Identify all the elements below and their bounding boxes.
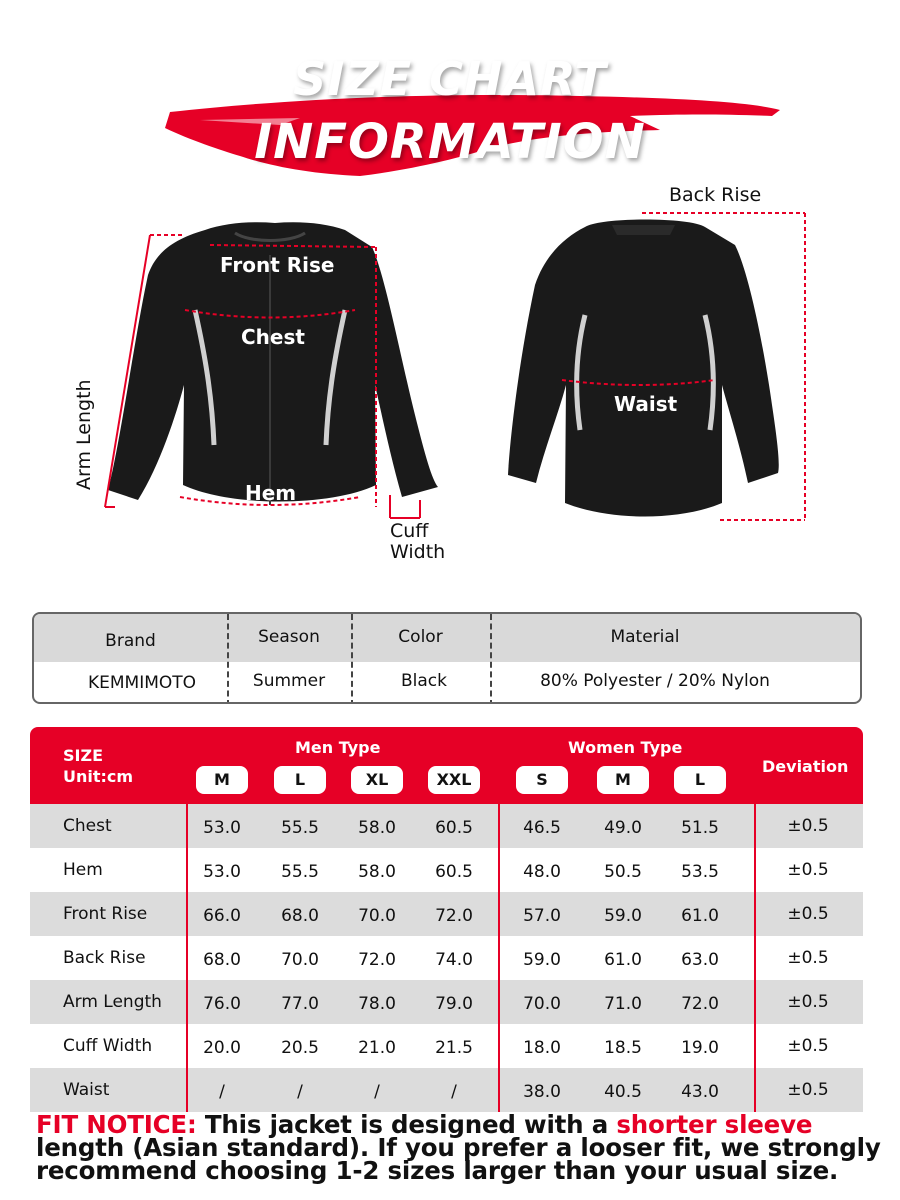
cell-men-value: 58.0 [358, 818, 396, 838]
row-name: Arm Length [63, 992, 162, 1012]
cell-men-value: 79.0 [435, 994, 473, 1014]
unit-label: Unit:cm [63, 767, 134, 786]
cell-women-value: 19.0 [681, 1038, 719, 1058]
pill-women-s: S [516, 766, 568, 794]
cell-men-value: 72.0 [435, 906, 473, 926]
label-hem: Hem [245, 481, 297, 505]
label-back-rise: Back Rise [669, 184, 762, 206]
cell-men-value: 60.5 [435, 818, 473, 838]
cell-men-value: 76.0 [203, 994, 241, 1014]
cell-deviation: ±0.5 [787, 860, 829, 880]
row-name: Chest [63, 816, 112, 836]
fit-notice-text-1: This jacket is designed with a [196, 1110, 617, 1139]
jacket-diagram: Front Rise Chest Hem Arm Length Cuff Width Back Rise Waist [0, 185, 900, 585]
info-header-color: Color [398, 627, 443, 647]
cell-men-value: 20.5 [281, 1038, 319, 1058]
cell-men-value: / [451, 1082, 457, 1102]
cell-men-value: 58.0 [358, 862, 396, 882]
pill-women-l: L [674, 766, 726, 794]
cell-deviation: ±0.5 [787, 992, 829, 1012]
cell-women-value: 59.0 [604, 906, 642, 926]
table-row [30, 892, 863, 936]
cell-deviation: ±0.5 [787, 816, 829, 836]
cell-women-value: 40.5 [604, 1082, 642, 1102]
cell-women-value: 61.0 [604, 950, 642, 970]
pill-women-m: M [597, 766, 649, 794]
title-line-1: SIZE CHART [293, 52, 607, 106]
cell-men-value: 55.5 [281, 862, 319, 882]
info-value-season: Summer [252, 671, 326, 691]
size-table [30, 727, 863, 1112]
fit-notice [36, 1110, 896, 1185]
cell-women-value: 50.5 [604, 862, 642, 882]
cell-women-value: 51.5 [681, 818, 719, 838]
cell-men-value: 72.0 [358, 950, 396, 970]
cell-women-value: 43.0 [681, 1082, 719, 1102]
cell-men-value: 78.0 [358, 994, 396, 1014]
cell-deviation: ±0.5 [787, 904, 829, 924]
back-jacket-image [508, 220, 779, 517]
info-header-material: Material [610, 627, 680, 647]
title-line-2: INFORMATION [254, 114, 646, 170]
table-row [30, 936, 863, 980]
label-cuff-width: Cuff Width [390, 520, 446, 563]
table-row [30, 848, 863, 892]
cell-men-value: 70.0 [358, 906, 396, 926]
cell-men-value: 55.5 [281, 818, 319, 838]
row-name: Back Rise [63, 948, 146, 968]
cell-deviation: ±0.5 [787, 1080, 829, 1100]
row-name: Hem [63, 860, 103, 880]
cell-men-value: 68.0 [281, 906, 319, 926]
cell-women-value: 18.0 [523, 1038, 561, 1058]
cell-women-value: 18.5 [604, 1038, 642, 1058]
table-row [30, 804, 863, 848]
cell-men-value: / [374, 1082, 380, 1102]
cell-men-value: 20.0 [203, 1038, 241, 1058]
cell-men-value: 70.0 [281, 950, 319, 970]
label-chest: Chest [241, 325, 305, 349]
cell-women-value: 59.0 [523, 950, 561, 970]
cell-men-value: / [219, 1082, 225, 1102]
cell-men-value: 21.0 [358, 1038, 396, 1058]
label-waist: Waist [614, 392, 678, 416]
info-value-color: Black [401, 671, 447, 691]
pill-men-xl: XL [351, 766, 403, 794]
cell-women-value: 38.0 [523, 1082, 561, 1102]
table-row [30, 1024, 863, 1068]
size-label: SIZE [63, 746, 104, 765]
info-value-material: 80% Polyester / 20% Nylon [540, 671, 770, 691]
men-type-label: Men Type [295, 738, 381, 757]
cell-men-value: 74.0 [435, 950, 473, 970]
cell-women-value: 72.0 [681, 994, 719, 1014]
cell-women-value: 48.0 [523, 862, 561, 882]
fit-notice-label: FIT NOTICE: [36, 1110, 197, 1139]
cell-men-value: 77.0 [281, 994, 319, 1014]
cell-women-value: 70.0 [523, 994, 561, 1014]
product-info-table [32, 612, 862, 704]
label-front-rise: Front Rise [220, 253, 335, 277]
info-value-brand: KEMMIMOTO [87, 673, 197, 693]
pill-men-xxl: XXL [428, 766, 480, 794]
cell-women-value: 61.0 [681, 906, 719, 926]
jacket-illustrations [0, 185, 900, 585]
cell-men-value: / [297, 1082, 303, 1102]
cell-women-value: 53.5 [681, 862, 719, 882]
women-type-label: Women Type [568, 738, 683, 757]
cell-men-value: 21.5 [435, 1038, 473, 1058]
cell-men-value: 53.0 [203, 862, 241, 882]
cell-women-value: 63.0 [681, 950, 719, 970]
header-banner [0, 0, 900, 190]
row-name: Front Rise [63, 904, 148, 924]
table-row [30, 1068, 863, 1112]
cell-women-value: 57.0 [523, 906, 561, 926]
info-header-brand: Brand [105, 631, 156, 651]
cell-deviation: ±0.5 [787, 1036, 829, 1056]
deviation-label: Deviation [762, 757, 849, 776]
cell-women-value: 46.5 [523, 818, 561, 838]
cell-deviation: ±0.5 [787, 948, 829, 968]
cell-men-value: 60.5 [435, 862, 473, 882]
cell-men-value: 66.0 [203, 906, 241, 926]
fit-notice-highlight: shorter sleeve [616, 1110, 813, 1139]
pill-men-m: M [196, 766, 248, 794]
fit-notice-text-2: length (Asian standard). If you prefer a looser fit, we strongly recommend choosing 1-2 sizes larger than your usual size. [36, 1133, 881, 1185]
cell-women-value: 49.0 [604, 818, 642, 838]
info-header-season: Season [258, 627, 320, 647]
cell-women-value: 71.0 [604, 994, 642, 1014]
row-name: Cuff Width [63, 1036, 153, 1056]
pill-men-l: L [274, 766, 326, 794]
cell-men-value: 53.0 [203, 818, 241, 838]
table-row [30, 980, 863, 1024]
row-name: Waist [63, 1080, 110, 1100]
cell-men-value: 68.0 [203, 950, 241, 970]
